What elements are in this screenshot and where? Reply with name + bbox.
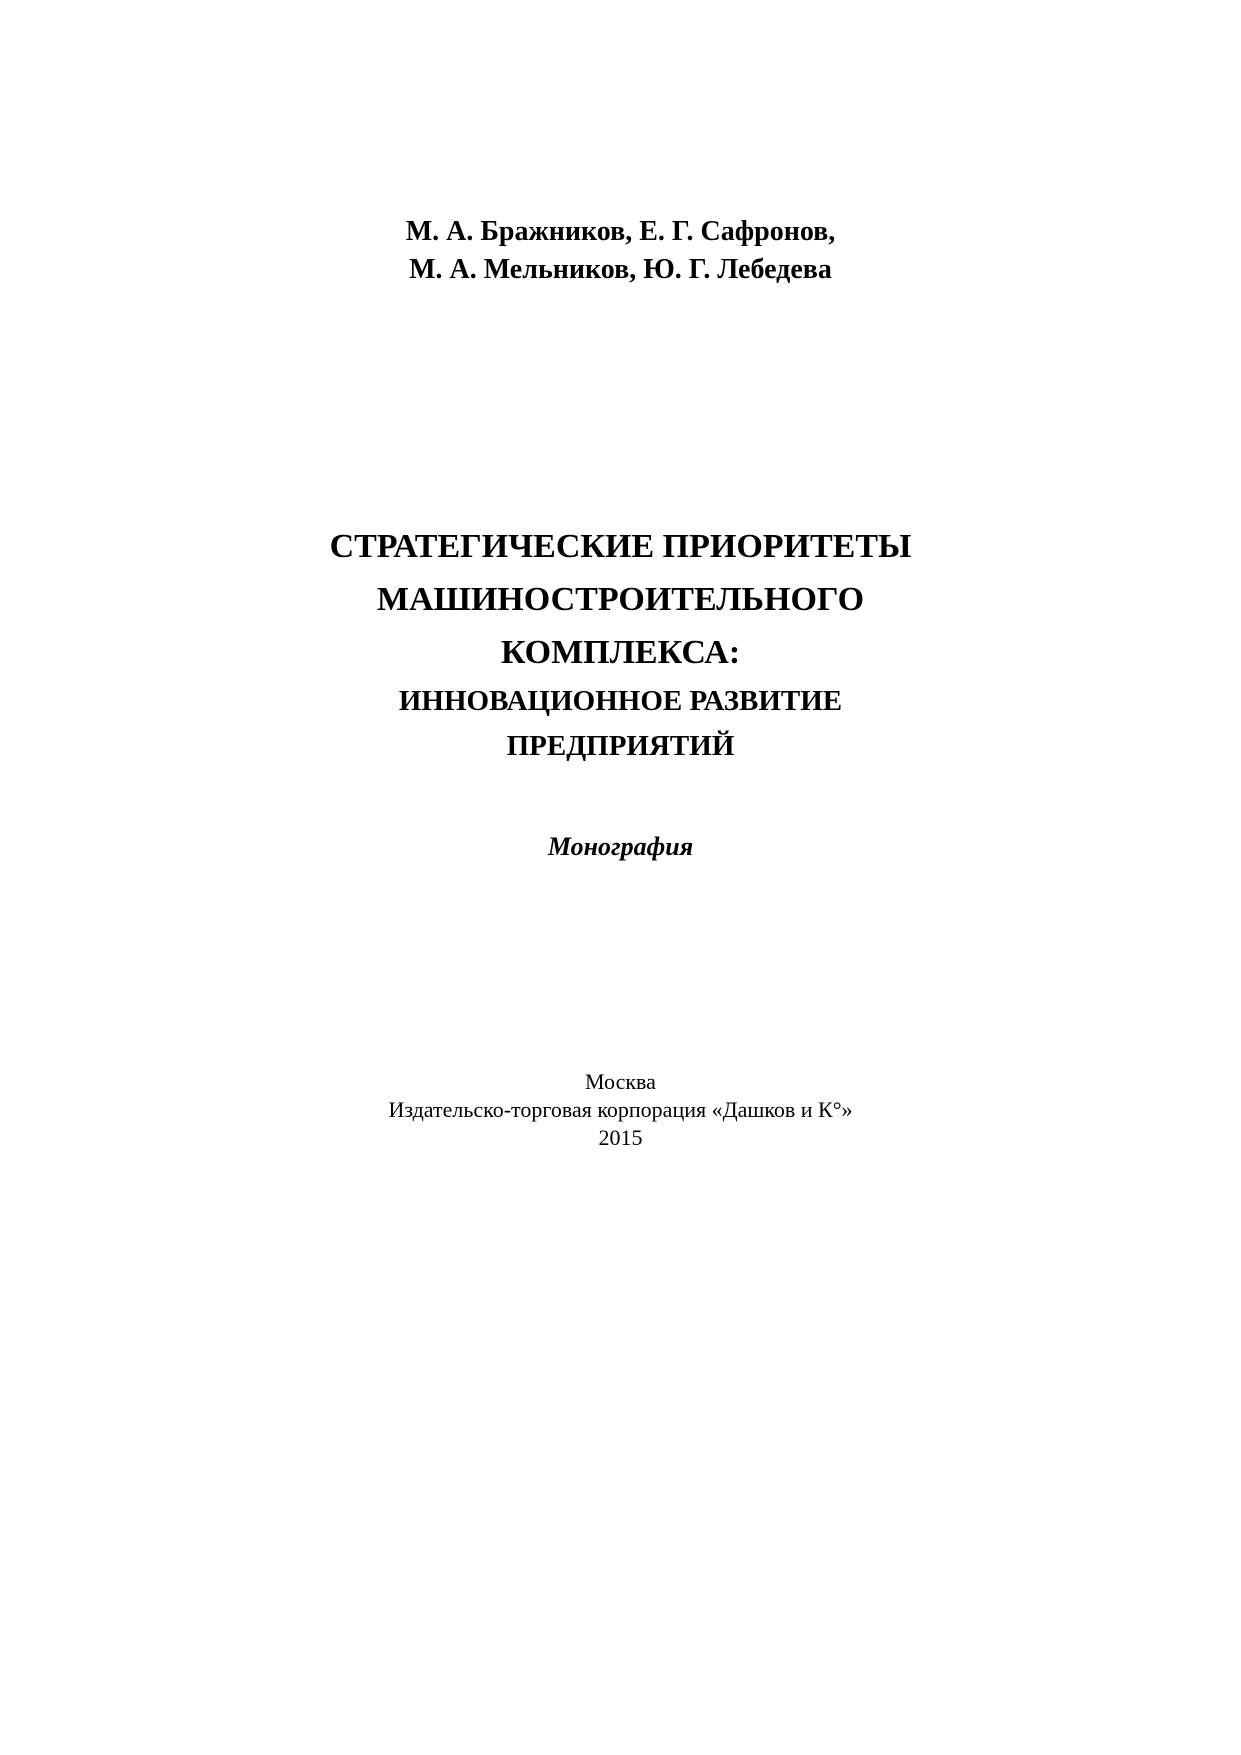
imprint-publisher: Издательско-торговая корпорация «Дашков и К°» — [388, 1097, 853, 1122]
imprint-year: 2015 — [598, 1125, 643, 1150]
subtitle-line: ИННОВАЦИОННОЕ РАЗВИТИЕ — [398, 685, 843, 717]
subtitle-line: ПРЕДПРИЯТИЙ — [506, 730, 735, 762]
authors — [0, 213, 1241, 289]
book-title — [0, 520, 1241, 769]
imprint — [0, 1068, 1241, 1152]
genre-label: Монография — [547, 832, 694, 861]
title-line: СТРАТЕГИЧЕСКИЕ ПРИОРИТЕТЫ — [329, 528, 912, 565]
authors-line: М. А. Бражников, Е. Г. Сафронов, — [405, 216, 836, 247]
title-line: КОМПЛЕКСА: — [500, 634, 741, 671]
authors-line: М. А. Мельников, Ю. Г. Лебедева — [409, 254, 832, 285]
title-line: МАШИНОСТРОИТЕЛЬНОГО — [376, 581, 865, 618]
imprint-city: Москва — [585, 1069, 656, 1094]
